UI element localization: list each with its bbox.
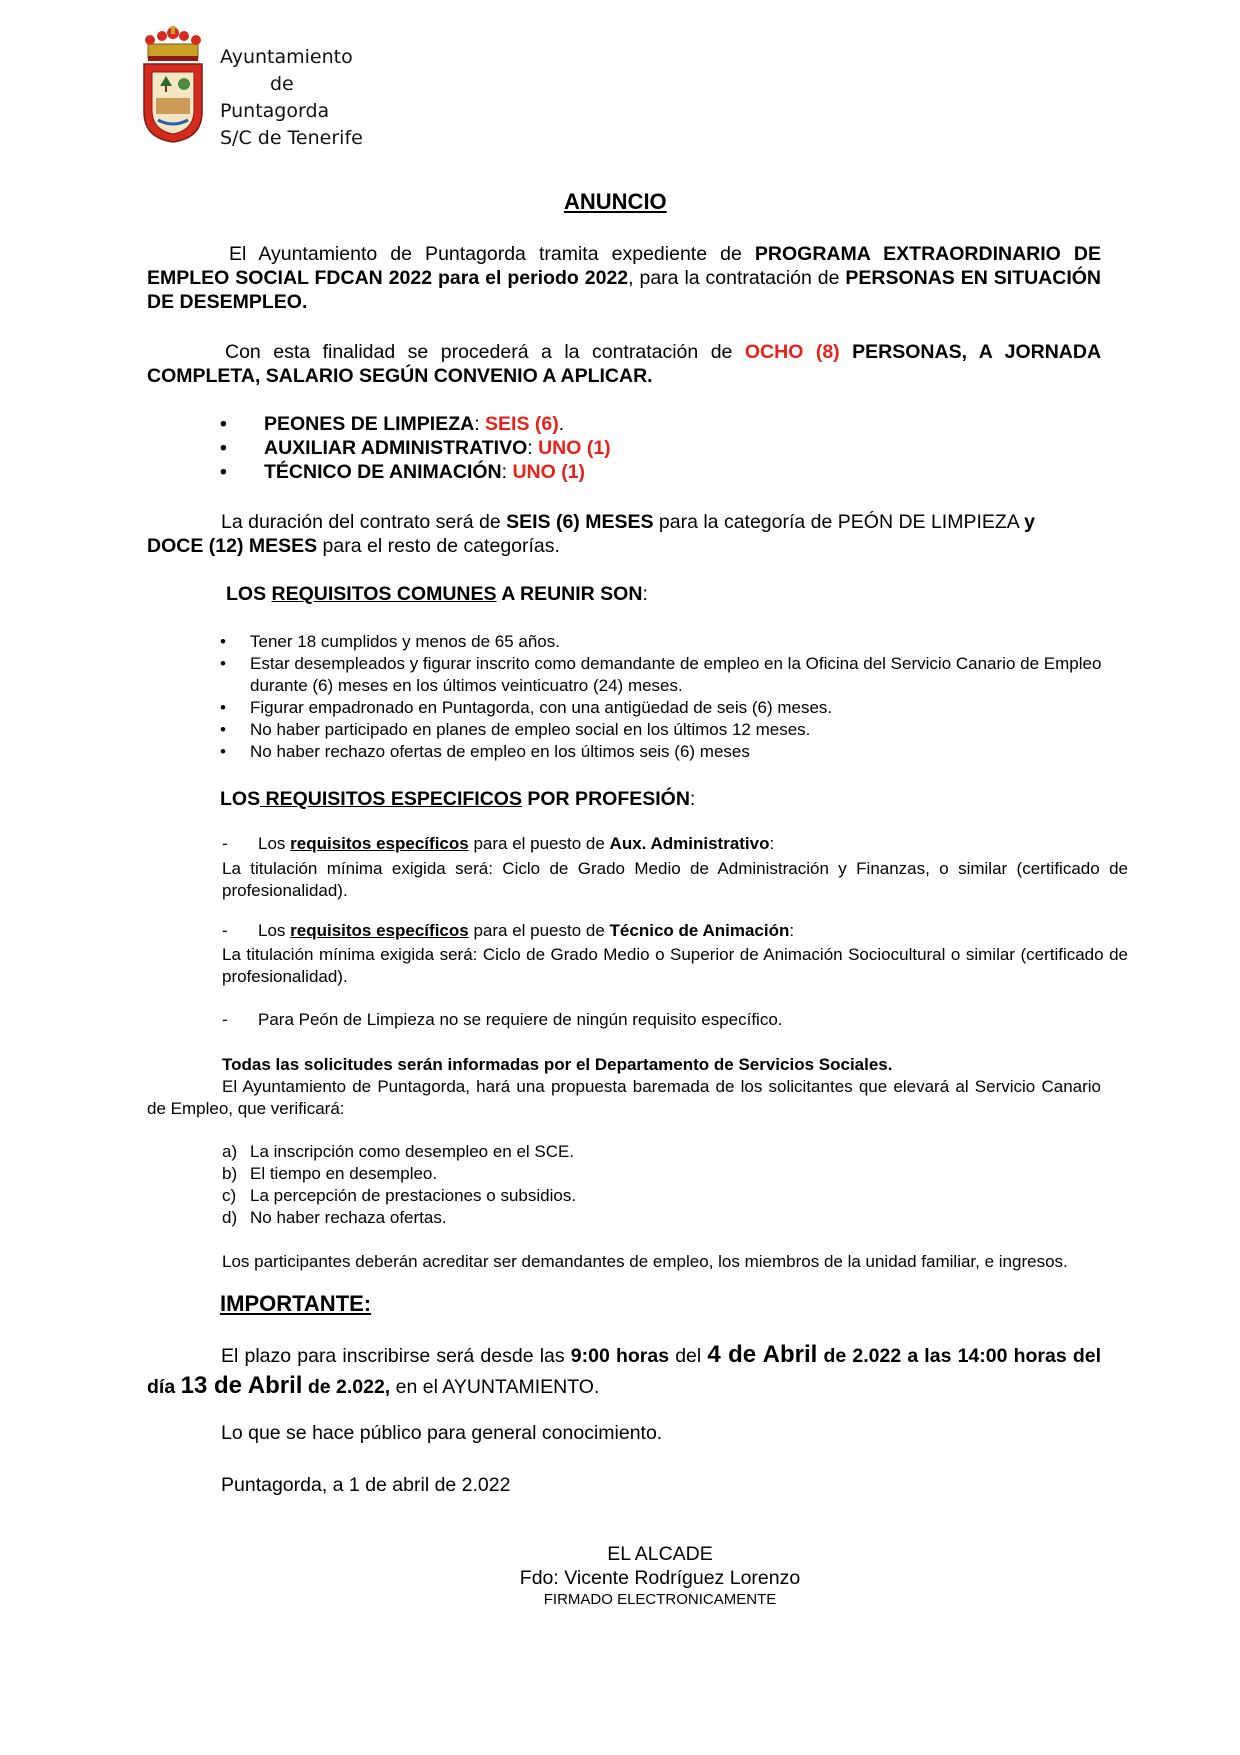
deadline-paragraph — [147, 1340, 1101, 1402]
deadline-date: 13 de Abril — [180, 1372, 303, 1399]
dash-marker: - — [222, 1010, 228, 1029]
header-line: S/C de Tenerife — [220, 127, 363, 149]
target-group: PERSONAS EN SITUACIÓN DE DESEMPLEO. — [147, 267, 1102, 313]
list-text: La percepción de prestaciones o subsidios. — [250, 1186, 577, 1205]
heading-text: A REUNIR SON — [496, 583, 643, 605]
list-letter: b) — [222, 1164, 238, 1183]
list-item — [222, 1207, 576, 1229]
heading-text: LOS — [220, 788, 261, 810]
list-item — [220, 436, 611, 460]
duration-text: para el resto de categorías. — [317, 535, 560, 557]
heading-text: POR PROFESIÓN — [521, 788, 690, 810]
deadline-text: del — [669, 1345, 708, 1367]
peon-requirement-line — [222, 1009, 783, 1031]
list-item — [220, 412, 564, 436]
hiring-count: OCHO (8) — [744, 341, 840, 363]
deadline-text: de 2.022, — [302, 1376, 391, 1398]
coat-of-arms-icon — [140, 26, 206, 144]
deadline-date: 4 de Abril — [707, 1341, 818, 1368]
header-line: de — [270, 73, 294, 95]
bullet-icon: • — [220, 437, 227, 459]
verification-list — [222, 1141, 576, 1229]
heading-text: REQUISITOS COMUNES — [271, 583, 497, 605]
bullet-icon: • — [220, 413, 227, 435]
tec-requirement-text: La titulación mínima exigida será: Ciclo de Grado Medio o Superior de Animación Sociocultural o similar (certificado de profesionalidad). — [222, 945, 1128, 986]
requirement-text: Figurar empadronado en Puntagorda, con una antigüedad de seis (6) meses. — [250, 698, 833, 717]
req-text: requisitos específicos — [290, 921, 469, 940]
header-org-name — [220, 44, 363, 152]
requirement-text: Tener 18 cumplidos y menos de 65 años. — [250, 632, 560, 651]
process-paragraph: El Ayuntamiento de Puntagorda, hará una propuesta baremada de los solicitantes que elevará al Servicio Canario de Empleo, que verificará: — [147, 1077, 1101, 1118]
intro-text: , para la contratación de — [628, 267, 846, 289]
position-count: UNO (1) — [512, 461, 586, 483]
dash-marker: - — [222, 834, 228, 853]
list-text: No haber rechaza ofertas. — [250, 1208, 447, 1227]
req-text: Aux. Administrativo — [609, 834, 770, 853]
hiring-text: Con esta finalidad se procederá a la contratación de — [225, 341, 745, 363]
position-count: UNO (1) — [538, 437, 611, 459]
list-item — [220, 460, 585, 484]
signature-note: FIRMADO ELECTRONICAMENTE — [543, 1591, 777, 1608]
closing-public: Lo que se hace público para general conocimiento. — [221, 1422, 663, 1444]
list-letter: c) — [222, 1186, 237, 1205]
req-text: Para Peón de Limpieza no se requiere de ningún requisito específico. — [258, 1010, 783, 1029]
list-item — [220, 719, 1102, 741]
list-item — [220, 697, 1102, 719]
participants-paragraph: Los participantes deberán acreditar ser demandantes de empleo, los miembros de la unidad familiar, e ingresos. — [222, 1252, 1068, 1271]
list-letter: d) — [222, 1208, 238, 1227]
position-label: AUXILIAR ADMINISTRATIVO — [264, 437, 528, 459]
header-line: Puntagorda — [220, 100, 330, 122]
important-heading: IMPORTANTE: — [220, 1291, 372, 1316]
req-text: Los — [258, 921, 291, 940]
process-bold-line: Todas las solicitudes serán informadas por el Departamento de Servicios Sociales. — [222, 1055, 893, 1074]
bullet-icon: • — [220, 698, 226, 717]
intro-text: El Ayuntamiento de Puntagorda tramita expediente de — [229, 243, 755, 265]
heading-text: LOS — [226, 583, 272, 605]
separator: : — [474, 413, 486, 435]
list-item — [222, 1141, 576, 1163]
tec-requirement-line — [222, 920, 794, 942]
heading-text: : — [642, 583, 648, 605]
requirement-text: No haber rechazo ofertas de empleo en los últimos seis (6) meses — [250, 742, 750, 761]
position-label: PEONES DE LIMPIEZA — [264, 413, 475, 435]
duration-value: SEIS (6) MESES — [506, 511, 654, 533]
req-text: para el puesto de — [468, 834, 610, 853]
bullet-icon: • — [220, 654, 226, 673]
list-text: La inscripción como desempleo en el SCE. — [250, 1142, 575, 1161]
requirement-text: No haber participado en planes de empleo social en los últimos 12 meses. — [250, 720, 811, 739]
list-item — [220, 631, 1102, 653]
separator: : — [501, 461, 513, 483]
heading-text: REQUISITOS ESPECIFICOS — [260, 788, 522, 810]
list-letter: a) — [222, 1142, 238, 1161]
specific-requirements-heading — [220, 787, 695, 811]
aux-requirement-text: La titulación mínima exigida será: Ciclo de Grado Medio de Administración y Finanzas, o similar (certificado de profesionalidad). — [222, 859, 1128, 900]
bullet-icon: • — [220, 461, 227, 483]
deadline-text: de 2.022 a las 14:00 horas del día — [147, 1345, 1102, 1398]
bullet-icon: • — [220, 742, 226, 761]
bullet-icon: • — [220, 720, 226, 739]
bullet-icon: • — [220, 632, 226, 651]
list-item — [220, 653, 1102, 697]
duration-text: para la categoría de PEÓN DE LIMPIEZA — [653, 511, 1025, 533]
header-line: Ayuntamiento — [220, 46, 353, 68]
program-name: PROGRAMA EXTRAORDINARIO DE EMPLEO SOCIAL FDCAN 2022 para el periodo 2022 — [147, 243, 1101, 289]
deadline-time: 9:00 horas — [570, 1345, 670, 1367]
hiring-paragraph — [147, 340, 1101, 388]
signature-role: EL ALCADE — [607, 1543, 713, 1565]
signature-name: Fdo: Vicente Rodríguez Lorenzo — [519, 1567, 801, 1589]
req-text: : — [769, 834, 775, 853]
list-text: El tiempo en desempleo. — [250, 1164, 438, 1183]
list-item — [222, 1163, 576, 1185]
deadline-location: en el AYUNTAMIENTO. — [390, 1376, 600, 1398]
req-text: : — [789, 921, 795, 940]
hiring-conditions: PERSONAS, A JORNADA COMPLETA, SALARIO SEGÚN CONVENIO A APLICAR. — [147, 341, 1102, 387]
req-text: Los — [258, 834, 291, 853]
duration-value: DOCE (12) MESES — [147, 535, 318, 557]
common-requirements-list — [220, 631, 1102, 763]
duration-text: y — [1024, 511, 1036, 533]
req-text: para el puesto de — [468, 921, 610, 940]
signature-block — [460, 1542, 860, 1610]
duration-paragraph — [147, 510, 1101, 558]
aux-requirement-line — [222, 833, 774, 855]
separator: : — [527, 437, 539, 459]
list-item — [220, 741, 1102, 763]
req-text: requisitos específicos — [290, 834, 469, 853]
intro-paragraph — [147, 242, 1101, 314]
req-text: Técnico de Animación — [609, 921, 790, 940]
common-requirements-heading — [226, 582, 648, 606]
separator: . — [558, 413, 565, 435]
requirement-text: Estar desempleados y figurar inscrito como demandante de empleo en la Oficina del Servicio Canario de Empleo durante (6) meses en los últimos veinticuatro (24) meses. — [250, 654, 1102, 695]
page-title: ANUNCIO — [564, 189, 667, 214]
duration-text: La duración del contrato será de — [221, 511, 507, 533]
list-item — [222, 1185, 576, 1207]
position-label: TÉCNICO DE ANIMACIÓN — [264, 461, 502, 483]
deadline-text: El plazo para inscribirse será desde las — [221, 1345, 571, 1367]
dash-marker: - — [222, 921, 228, 940]
heading-text: : — [689, 788, 696, 810]
position-count: SEIS (6) — [485, 413, 559, 435]
closing-place-date: Puntagorda, a 1 de abril de 2.022 — [221, 1474, 511, 1496]
